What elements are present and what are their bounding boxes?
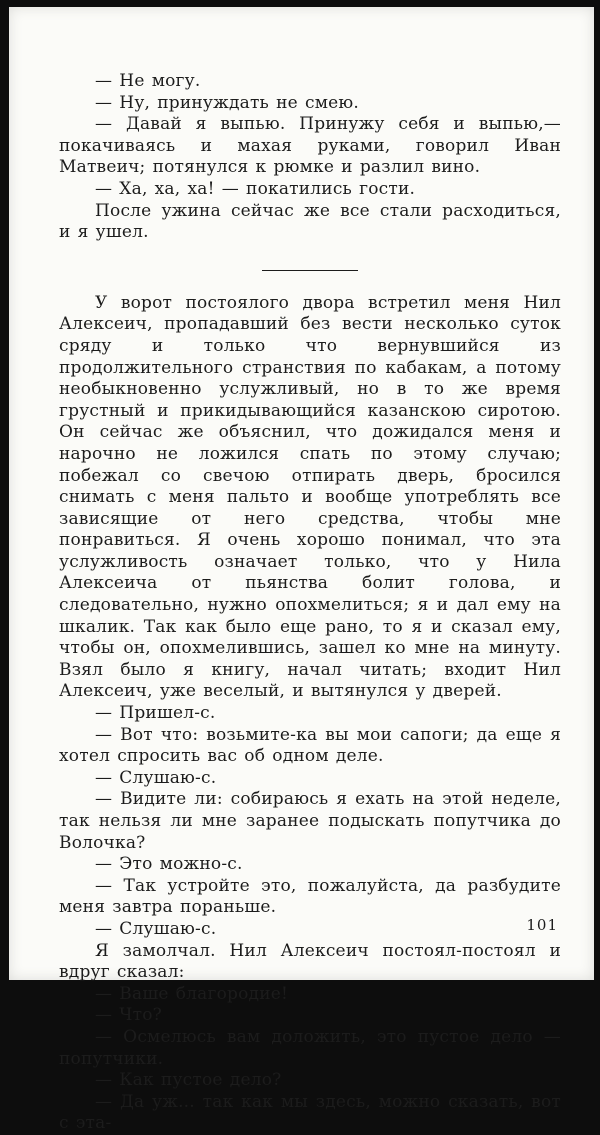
book-page (9, 7, 594, 1134)
paragraph: После ужина сейчас же все стали расходиться, и я ушел. (59, 200, 561, 243)
page-number: 101 (526, 916, 558, 934)
paragraph: — Давай я выпью. Принужу себя и выпью,— покачиваясь и махая руками, говорил Иван Матвеич; потянулся к рюмке и разлил вино. (59, 114, 561, 178)
paragraph: — Пришел-с. (95, 703, 216, 724)
paragraph: — Не могу. (95, 71, 201, 91)
paragraph: — Ха, ха, ха! — покатились гости. (95, 178, 416, 199)
paragraph: — Ваше благородие! (95, 983, 289, 1004)
paragraph: — Ну, принуждать не смею. (95, 92, 360, 113)
paragraph: У ворот постоялого двора встретил меня Нил Алексеич, пропадавший без вести несколько суток сряду и только что вернувшийся из продолжительного странствия по кабакам, а потому необыкновенно услужливый, но в то же время грустный и прикидывающийся казанскою сиротою. Он сейчас же объяснил, что дожидался меня и нарочно не ложился спать по этому случаю; побежал со свечою отпирать дверь, бросился снимать с меня пальто и вообще употреблять все зависящие от него средства, чтобы мне понравиться. Я очень хорошо понимал, что эта услужливость означает только, что у Нила Алексеича от пьянства болит голова, и следовательно, нужно опохмелиться; я и дал ему на шкалик. Так как было еще рано, то я и сказал ему, чтобы он, опохмелившись, зашел ко мне на минуту. Взял было я книгу, начал читать; входит Нил Алексеич, уже веселый, и вытянулся у дверей. (59, 292, 561, 702)
paragraph: — Это можно-с. (95, 854, 243, 875)
paragraph: — Слушаю-с. (95, 918, 217, 939)
text-block (59, 71, 561, 1135)
paragraph: Я замолчал. Нил Алексеич постоял-постоял и вдруг сказал: (59, 940, 561, 983)
paragraph: — Что? (95, 1005, 162, 1026)
paragraph: — Так устройте это, пожалуйста, да разбудите меня завтра пораньше. (59, 875, 561, 918)
paragraph: — Видите ли: собираюсь я ехать на этой неделе, так нельзя ли мне заранее подыскать попутчика до Волочка? (59, 789, 561, 853)
paragraph: — Слушаю-с. (95, 767, 217, 788)
section-divider (262, 270, 358, 271)
paragraph: — Вот что: возьмите-ка вы мои сапоги; да еще я хотел спросить вас об одном деле. (59, 724, 561, 767)
paragraph: — Да уж... так как мы здесь, можно сказать, вот с эта- (59, 1091, 561, 1134)
paragraph: — Осмелюсь вам доложить, это пустое дело — попутчики. (59, 1026, 561, 1069)
paragraph: — Как пустое дело? (95, 1070, 282, 1091)
